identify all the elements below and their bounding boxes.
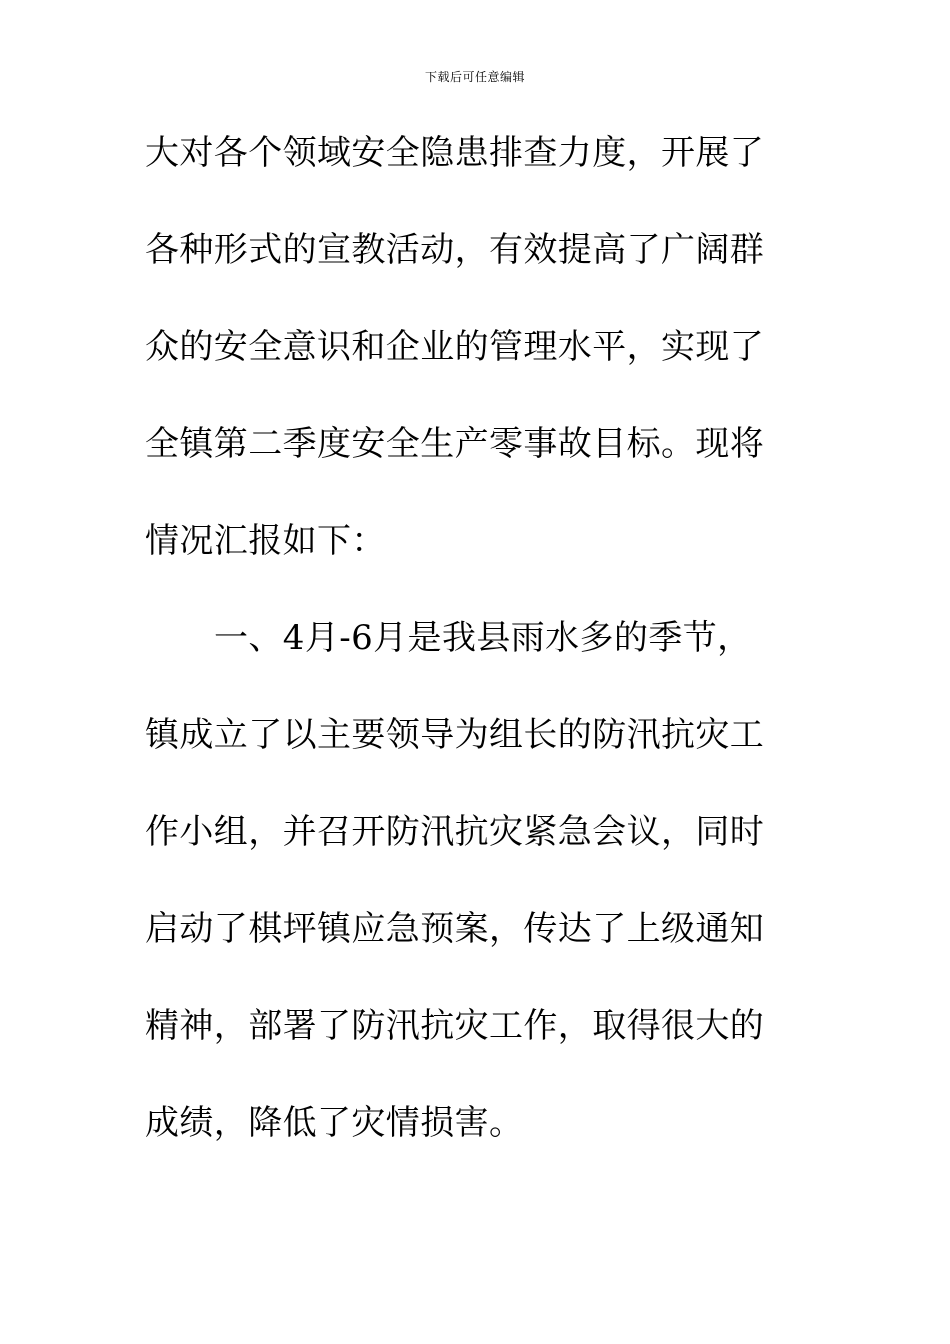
text-line: 作小组，并召开防汛抗灾紧急会议，同时 <box>145 812 765 852</box>
page-header: 下载后可任意编辑 <box>424 70 525 84</box>
text-line: 精神，部署了防汛抗灾工作，取得很大的 <box>145 1006 765 1046</box>
text-line: 情况汇报如下： <box>145 521 386 561</box>
text-line: 成绩，降低了灾情损害。 <box>145 1103 524 1143</box>
text-line: 大对各个领域安全隐患排查力度，开展了 <box>145 133 765 173</box>
text-line: 各种形式的宣教活动，有效提高了广阔群 <box>145 230 765 270</box>
text-line: 启动了棋坪镇应急预案，传达了上级通知 <box>145 909 765 949</box>
paragraph-start-line: 一、4月-6月是我县雨水多的季节， <box>214 618 752 658</box>
text-line: 全镇第二季度安全生产零事故目标。现将 <box>145 424 765 464</box>
text-line: 众的安全意识和企业的管理水平，实现了 <box>145 327 765 367</box>
body-text <box>145 120 785 1187</box>
text-line: 镇成立了以主要领导为组长的防汛抗灾工 <box>145 715 765 755</box>
